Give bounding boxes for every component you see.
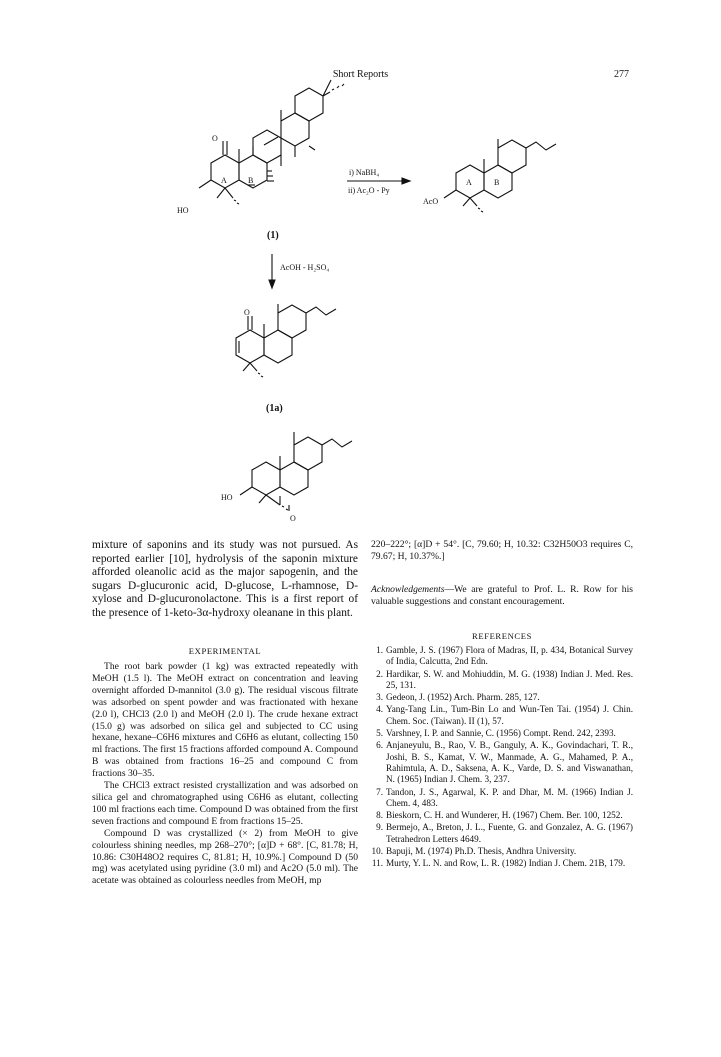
ring-a-label: A (221, 176, 227, 185)
compound-1-caption: (1) (267, 230, 279, 241)
reference-item (371, 822, 633, 845)
reference-item (371, 645, 633, 668)
acetate-data-paragraph: 220–222°; [α]D + 54°. [C, 79.60; H, 10.32: C32H50O3 requires C, 79.67; H, 10.37%.] (371, 539, 633, 562)
reference-number: 3. (376, 692, 383, 703)
reference-item (371, 669, 633, 692)
running-header: Short Reports (332, 69, 389, 80)
reference-number: 4. (376, 704, 383, 715)
ring-a-label-2: A (466, 178, 472, 187)
reference-number: 11. (371, 858, 383, 869)
reference-text: Anjaneyulu, B., Rao, V. B., Ganguly, A. K., Govindachari, T. R., Joshi, B. S., Kamat, V. W., Manmade, A. G., Mahamed, P. A., Rahimtula, A. D., Saksena, A. K., Varde, D. S. and Viswanathan, N. (1965) Indian J. Chem. 3, 237. (386, 740, 633, 785)
reference-item (371, 858, 633, 869)
reference-number: 8. (376, 810, 383, 821)
acknowledgements-text: —We are grateful to Prof. L. R. Row for his valuable suggestions and constant encouragement. (371, 584, 633, 607)
acetoxy-label: AcO (423, 197, 439, 206)
reference-item (371, 728, 633, 739)
reaction-arrow-down (269, 254, 329, 288)
hydroxyl-label: HO (177, 206, 189, 215)
acknowledgements-label: Acknowledgements (371, 584, 445, 595)
reference-text: Murty, Y. L. N. and Row, L. R. (1982) Indian J. Chem. 21B, 179. (386, 858, 626, 869)
reference-number: 10. (371, 846, 383, 857)
reference-item (371, 846, 633, 857)
oxo-label-2: O (290, 514, 296, 523)
reference-number: 7. (376, 786, 383, 797)
ring-b-label-2: B (494, 178, 500, 187)
experimental-paragraph-3: Compound D was crystallized (× 2) from MeOH to give colourless shining needles, mp 268–270°; [α]D + 68°. [C, 81.78; H, 10.86: C30H48O2 requires C, 81.81; H, 10.9%.] Compound D (50 mg) was acetylated using pyridine (3.0 ml) and Ac2O (5.0 ml). The acetate was obtained as colourless needles from MeOH, mp (92, 827, 358, 887)
reference-text: Bieskorn, C. H. and Wunderer, H. (1967) Chem. Ber. 100, 1252. (386, 810, 623, 821)
reference-text: Bapuji, M. (1974) Ph.D. Thesis, Andhra University. (386, 846, 577, 857)
references-list (371, 645, 633, 871)
acid-reagent-label: AcOH - H₂SO₄ (280, 263, 330, 272)
reference-text: Hardikar, S. W. and Mohiuddin, M. G. (1938) Indian J. Med. Res. 25, 131. (386, 668, 633, 690)
reaction-arrow-right (347, 168, 410, 195)
reference-item (371, 810, 633, 821)
oxo-label: O (212, 134, 218, 143)
reference-text: Gamble, J. S. (1967) Flora of Madras, II, p. 434, Botanical Survey of India, Calcutta, 2nd Edn. (386, 645, 633, 667)
compound-1a-caption: (1a) (266, 403, 283, 414)
ring-b-label: B (248, 176, 254, 185)
reference-number: 9. (376, 822, 383, 833)
reference-number: 5. (376, 728, 383, 739)
oxo-label-1a: O (244, 308, 250, 317)
references-heading: REFERENCES (472, 631, 532, 641)
introduction-conclusion-paragraph: mixture of saponins and its study was not pursued. As reported earlier [10], hydrolysis of the saponin mixture afforded oleanolic acid as the major sapogenin, and the sugars D-glucuronic acid, D-glucose, L-rhamnose, D-xylose and D-glucuronolactone. This is a first report of the presence of 1-keto-3α-hydroxy oleanane in this plant. (92, 539, 358, 619)
page-number: 277 (614, 69, 629, 80)
experimental-heading: EXPERIMENTAL (188, 646, 262, 656)
reference-item (371, 740, 633, 785)
structure-compound-1a (236, 304, 336, 377)
reference-number: 6. (376, 740, 383, 751)
step-1-label: i) NaBH₄ (349, 168, 380, 177)
step-2-label: ii) Ac₂O - Py (348, 186, 390, 195)
hydroxyl-label-2: HO (221, 493, 233, 502)
structure-hydroxy-ketone (221, 432, 352, 523)
experimental-section (92, 661, 358, 887)
acknowledgements (371, 584, 633, 608)
reference-item (371, 787, 633, 810)
reference-text: Varshney, I. P. and Sannie, C. (1956) Compt. Rend. 242, 2393. (386, 728, 616, 739)
reference-number: 1. (376, 645, 383, 655)
reference-item (371, 704, 633, 727)
reference-text: Tandon, J. S., Agarwal, K. P. and Dhar, M. M. (1966) Indian J. Chem. 4, 483. (386, 786, 633, 808)
reference-text: Bermejo, A., Breton, J. L., Fuente, G. and Gonzalez, A. G. (1967) Tetrahedron Letters 4649. (386, 822, 633, 844)
experimental-paragraph-2: The CHCl3 extract resisted crystallization and was adsorbed on silica gel and chromatographed using C6H6 as elutant, collecting 100 ml fractions each time. Compound D was obtained from the first seven fractions and compound E from fractions 15–25. (92, 780, 358, 827)
reference-item (371, 692, 633, 703)
reference-text: Yang-Tang Lin., Tum-Bin Lo and Wun-Ten Tai. (1954) J. Chin. Chem. Soc. (Taiwan). II (1), 57. (386, 704, 633, 726)
structure-acetate-product (423, 139, 556, 212)
reference-text: Gedeon, J. (1952) Arch. Pharm. 285, 127. (386, 692, 540, 703)
structure-compound-1 (177, 80, 344, 215)
experimental-paragraph-1: The root bark powder (1 kg) was extracted repeatedly with MeOH (1.5 l). The MeOH extract on concentration and leaving overnight afforded D-mannitol (3.0 g). The residual viscous filtrate was adsorbed on spent powder and was fractionated with hexane (2.0 l), CHCl3 (2.0 l) and MeOH (2.0 l). The crude hexane extract (15.0 g) was adsorbed on silica gel and subjected to CC using hexane, hexane–C6H6 mixtures and C6H6 as elutant, collecting 150 ml fractions. The first 15 fractions afforded compound A. Compound B was obtained from fractions 16–25 and compound C from fractions 30–35. (92, 661, 358, 780)
reference-number: 2. (376, 668, 383, 679)
